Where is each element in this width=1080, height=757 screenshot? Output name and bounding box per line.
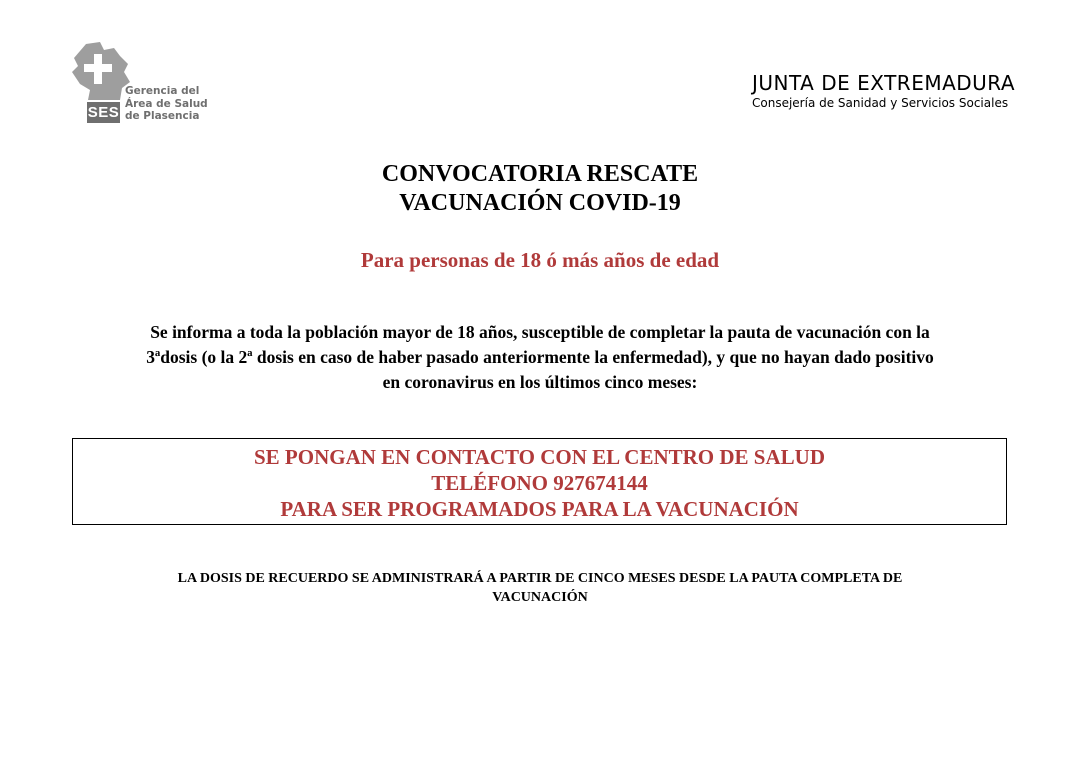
document-title (0, 160, 1080, 218)
booster-note (100, 569, 980, 607)
contact-box (72, 438, 1007, 525)
title-line: CONVOCATORIA RESCATE (381, 161, 699, 187)
ses-logo (70, 42, 230, 126)
ses-logo-line: Área de Salud (125, 97, 208, 110)
intro-line: 3ªdosis (o la 2ª dosis en caso de haber pasado anteriormente la enfermedad), y que no hayan dado positivo (146, 347, 934, 367)
intro-paragraph (72, 320, 1008, 395)
junta-title: JUNTA DE EXTREMADURA (752, 71, 1016, 95)
note-line: LA DOSIS DE RECUERDO SE ADMINISTRARÁ A PARTIR DE CINCO MESES DESDE LA PAUTA COMPLETA DE (177, 571, 903, 586)
ses-logo-text (125, 85, 208, 123)
document-subtitle: Para personas de 18 ó más años de edad (360, 248, 720, 272)
intro-line: en coronavirus en los últimos cinco meses: (382, 372, 698, 392)
ses-logo-line: Gerencia del (125, 85, 200, 97)
ses-badge: SES (87, 104, 120, 121)
note-line: VACUNACIÓN (492, 590, 588, 605)
ses-logo-line: de Plasencia (125, 110, 200, 122)
contact-phone: TELÉFONO 927674144 (431, 471, 648, 495)
junta-subtitle: Consejería de Sanidad y Servicios Sociales (752, 96, 1009, 110)
contact-line: PARA SER PROGRAMADOS PARA LA VACUNACIÓN (280, 497, 799, 521)
junta-logo (752, 70, 1015, 111)
intro-line: Se informa a toda la población mayor de 18 años, susceptible de completar la pauta de vacunación con la (150, 322, 930, 342)
title-line: VACUNACIÓN COVID-19 (399, 190, 681, 216)
contact-line: SE PONGAN EN CONTACTO CON EL CENTRO DE SALUD (254, 445, 825, 469)
